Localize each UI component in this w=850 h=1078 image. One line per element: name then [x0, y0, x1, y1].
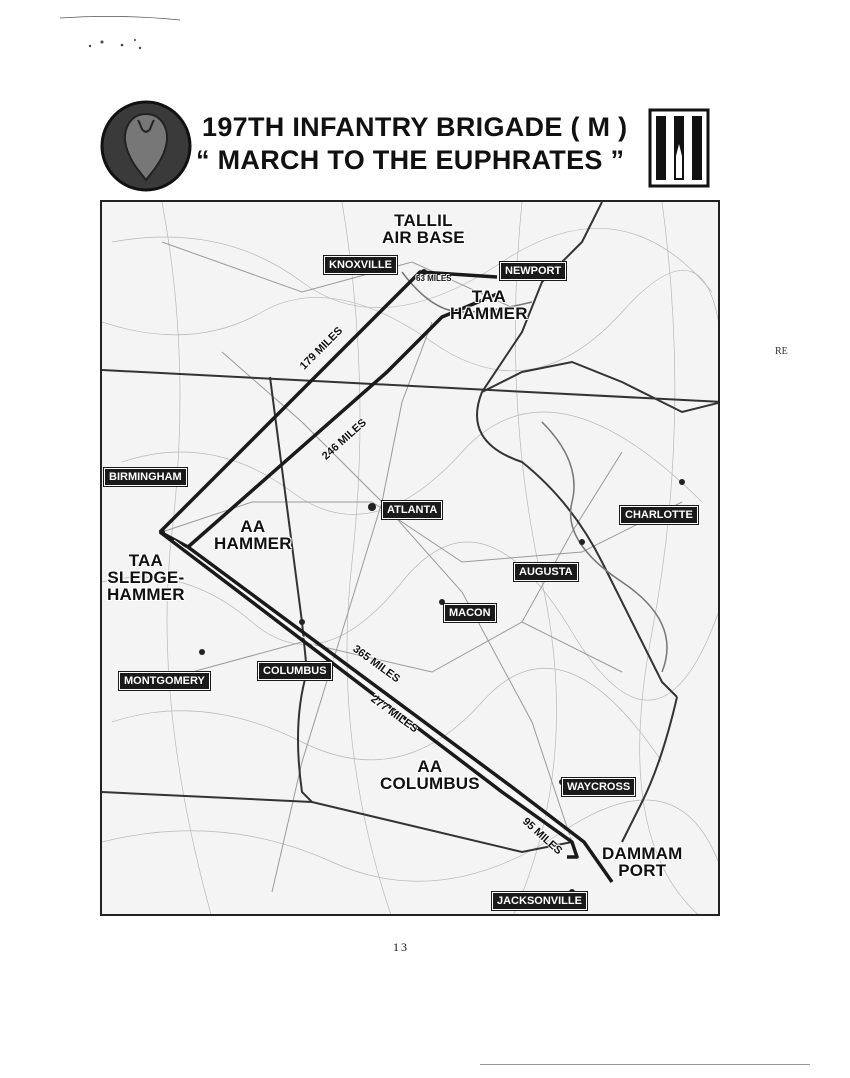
city-columbus: COLUMBUS [258, 662, 332, 680]
route-north-western [160, 272, 497, 532]
area-tallil-air-base-line: TALLIL [394, 211, 453, 230]
distance-63-miles: 63 MILES [416, 274, 452, 283]
city-atlanta: ATLANTA [382, 501, 442, 519]
city-waycross: WAYCROSS [562, 778, 635, 796]
area-aa-columbus-line: AA [417, 757, 443, 776]
area-aa-hammer-line: HAMMER [214, 534, 292, 553]
area-tallil-air-base-line: AIR BASE [382, 228, 465, 247]
area-taa-sledgehammer [107, 552, 185, 603]
area-taa-hammer [450, 288, 528, 322]
area-dammam-port [602, 845, 683, 879]
distance-95-miles: 95 MILES [519, 815, 565, 858]
operation-subtitle: “ MARCH TO THE EUPHRATES ” [196, 145, 625, 175]
page-header [100, 100, 720, 192]
map-background [102, 202, 720, 916]
distance-365-miles: 365 MILES [350, 643, 403, 686]
area-dammam-port-line: PORT [618, 861, 667, 880]
distance-277-miles: 277 MILES [368, 693, 421, 736]
distance-246-miles: 246 MILES [319, 416, 369, 463]
city-montgomery: MONTGOMERY [119, 672, 210, 690]
city-newport: NEWPORT [500, 262, 566, 280]
area-taa-hammer-line: HAMMER [450, 304, 528, 323]
division-patch-icon [100, 100, 192, 192]
margin-note: RE [775, 346, 788, 357]
route-map [100, 200, 720, 916]
area-aa-columbus-line: COLUMBUS [380, 774, 480, 793]
area-aa-columbus [380, 758, 480, 792]
city-knoxville: KNOXVILLE [324, 256, 397, 274]
city-charlotte: CHARLOTTE [620, 506, 698, 524]
brigade-title: 197TH INFANTRY BRIGADE ( M ) [202, 112, 628, 142]
area-dammam-port-line: DAMMAM [602, 844, 683, 863]
route-north-eastern [188, 292, 502, 547]
scan-artifact-marks [60, 12, 200, 52]
city-jacksonville: JACKSONVILLE [492, 892, 587, 910]
city-augusta: AUGUSTA [514, 563, 578, 581]
area-taa-hammer-line: TAA [471, 287, 506, 306]
area-taa-sledgehammer-line: TAA [128, 551, 163, 570]
area-aa-hammer-line: AA [240, 517, 266, 536]
bottom-rule [480, 1064, 810, 1065]
distance-179-miles: 179 MILES [297, 324, 346, 373]
page-number: 13 [393, 940, 409, 954]
area-aa-hammer [214, 518, 292, 552]
brigade-insignia-icon [648, 108, 710, 188]
area-taa-sledgehammer-line: SLEDGE- [107, 568, 185, 587]
area-tallil-air-base [382, 212, 465, 246]
city-macon: MACON [444, 604, 496, 622]
city-birmingham: BIRMINGHAM [104, 468, 187, 486]
area-taa-sledgehammer-line: HAMMER [107, 585, 185, 604]
